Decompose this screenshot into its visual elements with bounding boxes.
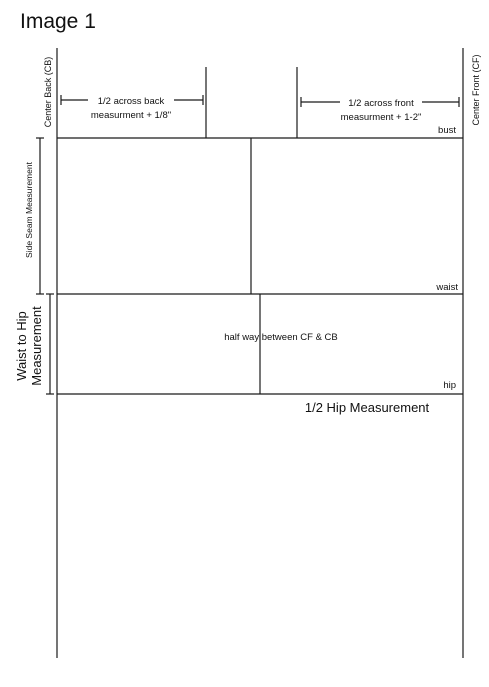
half-hip-label: 1/2 Hip Measurement <box>304 400 430 415</box>
across-front-label-1: 1/2 across front <box>348 98 414 109</box>
center-front-label: Center Front (CF) <box>471 54 481 126</box>
half-way-label: half way between CF & CB <box>224 332 338 343</box>
across-back-label-1: 1/2 across back <box>97 96 165 107</box>
waist-label: waist <box>436 282 458 293</box>
center-back-label: Center Back (CB) <box>43 56 53 128</box>
across-front-label-2: measurment + 1-2" <box>340 112 422 123</box>
waist-to-hip-label-1: Waist to Hip <box>14 311 29 381</box>
across-back-label-2: measurment + 1/8" <box>90 110 172 121</box>
side-seam-label: Side Seam Measurement <box>24 162 34 258</box>
waist-to-hip-bracket <box>46 294 54 394</box>
side-seam-bracket <box>36 138 44 294</box>
diagram-title: Image 1 <box>20 10 96 33</box>
waist-to-hip-label-2: Measurement <box>29 306 44 386</box>
hip-label: hip <box>443 380 456 391</box>
bust-label: bust <box>438 125 456 136</box>
